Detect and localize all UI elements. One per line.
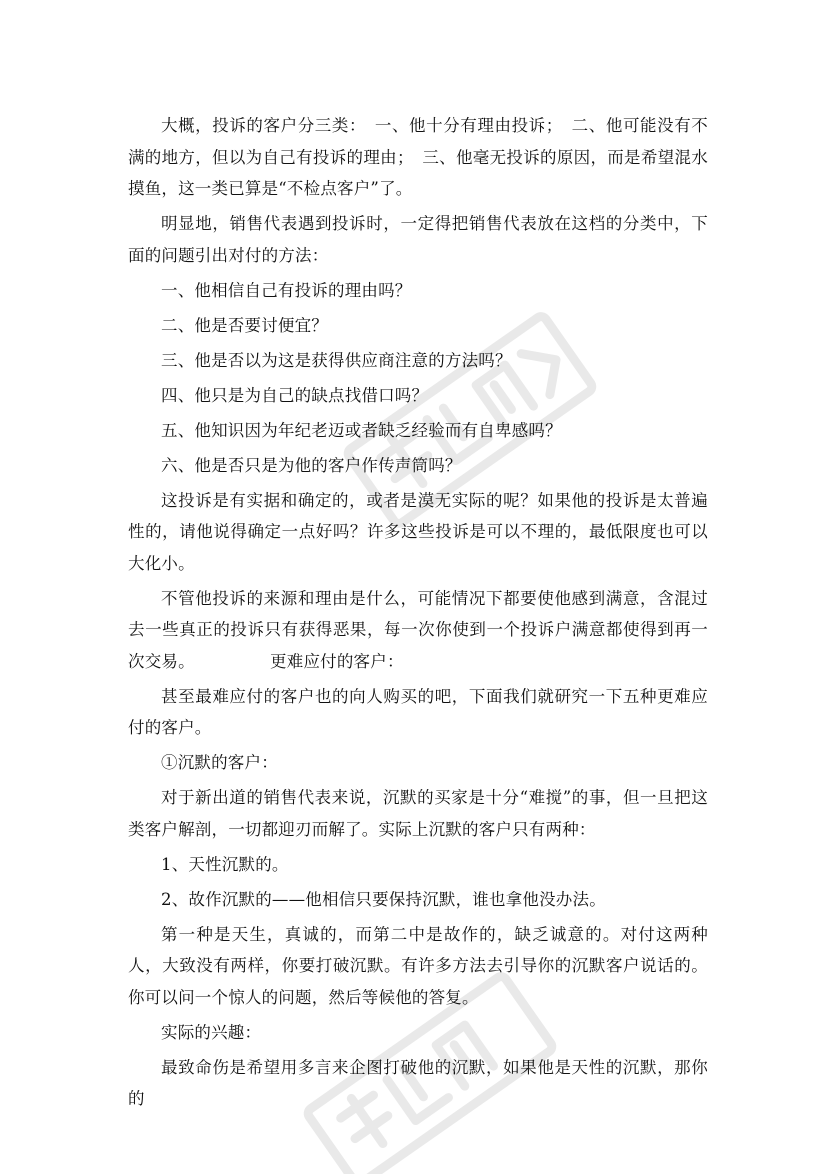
list-item: 六、他是否只是为他的客户作传声筒吗？ bbox=[161, 455, 462, 475]
paragraph: 甚至最难应付的客户也的向人购买的吧，下面我们就研究一下五种更难应付的客户。 bbox=[128, 686, 708, 737]
paragraph: 第一种是天生，真诚的，而第二中是故作的，缺乏诚意的。对付这两种人，大致没有两样，你要打破沉默。有许多方法去引导你的沉默客户说话的。你可以问一个惊人的问题，然后等候他的答复。 bbox=[128, 924, 708, 1007]
list-item: 五、他知识因为年纪老迈或者缺乏经验而有自卑感吗？ bbox=[161, 420, 562, 440]
paragraph: 这投诉是有实据和确定的，或者是漠无实际的呢？如果他的投诉是太普遍性的，请他说得确定一点好吗？许多这些投诉是可以不理的，最低限度也可以大化小。 bbox=[128, 490, 708, 573]
list-item: 二、他是否要讨便宜？ bbox=[161, 315, 328, 335]
document-body bbox=[128, 110, 708, 1118]
list-item: 四、他只是为自己的缺点找借口吗？ bbox=[161, 385, 429, 405]
list-item: 三、他是否以为这是获得供应商注意的方法吗？ bbox=[161, 350, 512, 370]
paragraph: 明显地，销售代表遇到投诉时，一定得把销售代表放在这档的分类中，下面的问题引出对付的方法： bbox=[128, 214, 708, 265]
paragraph: 对于新出道的销售代表来说，沉默的买家是十分“难搅”的事，但一旦把这类客户解剖，一切都迎刃而解了。实际上沉默的客户只有两种： bbox=[128, 788, 708, 839]
paragraph: 大概，投诉的客户分三类： 一、他十分有理由投诉； 二、他可能没有不满的地方，但以为自己有投诉的理由； 三、他毫无投诉的原因，而是希望混水摸鱼，这一类已算是“不检点客户”了。 bbox=[128, 116, 708, 198]
list-item: 1、天性沉默的。 bbox=[161, 854, 289, 874]
section-heading: 实际的兴趣： bbox=[161, 1022, 262, 1042]
list-item: 2、故作沉默的——他相信只要保持沉默，谁也拿他没办法。 bbox=[161, 889, 606, 909]
list-item: 一、他相信自己有投诉的理由吗？ bbox=[161, 280, 412, 300]
section-heading: ①沉默的客户： bbox=[161, 753, 278, 772]
paragraph: 最致命伤是希望用多言来企图打破他的沉默，如果他是天性的沉默，那你的 bbox=[128, 1057, 708, 1108]
paragraph: 不管他投诉的来源和理由是什么，可能情况下都要使他感到满意，含混过去一些真正的投诉只有获得恶果，每一次你使到一个投诉户满意都使得到再一次交易。 更难应付的客户： bbox=[128, 588, 708, 671]
